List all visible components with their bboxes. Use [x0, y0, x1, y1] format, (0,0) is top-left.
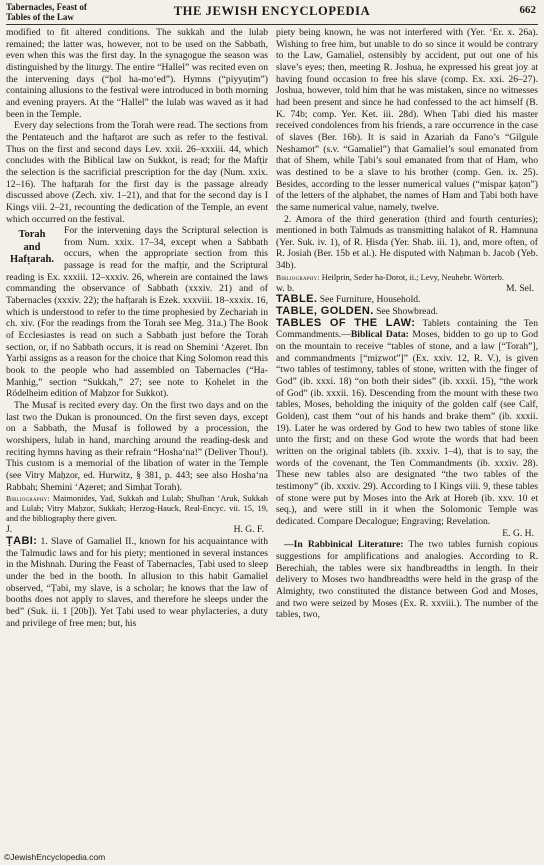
entry-text: See Furniture, Household.: [319, 294, 421, 306]
bibliography-text: Maimonides, Yad, Sukkah and Lulab; Shulḥan ‘Aruk, Sukkah and Lulab; Vitry Maḥzor, Sukkah; Herzog-Hauck, Real-Encyc. vii. 15, 19, and the bibliography there given.: [6, 494, 268, 524]
bibliography-label: Bibliography:: [276, 272, 320, 282]
signature-right: E. G. H.: [502, 527, 534, 539]
running-title: THE JEWISH ENCYCLOPEDIA: [173, 4, 371, 18]
entry-text: 1. Slave of Gamaliel II., known for his acquaintance with the Talmudic laws and for his piety; mentioned in several instances in the Mishnah. During the Feast of Tabernacles, Ṭabi used to sleep under the bed in the booth. In allusion to this habit Gamaliel observed, “Ṭabi, my slave, is a scholar; he knows that the law of booths does not apply to slaves, and therefore he sleeps under the bed” (Suk. ii. 1 [20b]). Yet Ṭabi used to wear phylacteries, a duty and privilege of free men; but, his: [6, 535, 268, 629]
page-number: 662: [519, 4, 536, 16]
side-heading: [6, 229, 58, 267]
running-head-line: Tables of the Law: [6, 12, 74, 22]
paragraph: [276, 539, 538, 621]
side-heading-line: Hafṭarah.: [9, 254, 55, 266]
paragraph: 2. Amora of the third generation (third and fourth centuries); mentioned in both Talmuds as transmitting halakot of R. Hamnuna (Yer. Suk. iv. 1), of R. Ḥisda (Yer. Shab. iii. 1), and, more often, of R. Josiah (Ber. 15b et al.). He disputed with Naḥman b. Jacob (Yeb. 34b).: [276, 213, 538, 272]
bibliography: [276, 273, 538, 283]
paragraph: piety being known, he was not interfered with (Yer. ‘Er. x. 26a). Wishing to free him, but unable to do so since it would be contrary to the Law, Gamaliel, ostensibly by accident, put out one of his slave’s eyes; then, meeting R. Joshua, he expressed his great joy at having found occasion to free his slave (comp. Ex. xxi. 26–27). Joshua, however, told him that he was mistaken, since no witnesses had been present and since he had confessed to the act himself (B. K. 74b; comp. Yer. Ket. iii. 28d). When Ṭabi died his master received condolences from his friends, a rare occurrence in the case of slaves (Ber. 16b). It is said in Azariah da Fano’s “Gilgule Neshamot” (s.v. “Gamaliel”) that Gamaliel’s soul emanated from that of Shem, while Ṭabi’s soul emanated from that of Ham, who was destined to be a slave to his brother (comp. Gen. ix. 25). Besides, according to the lesser numerical values (“mispar ḳaṭon”) of the letters of the alphabet, the names of Ham and Ṭabi both have the same numerical value, namely, twelve.: [276, 27, 538, 213]
bibliography-text: Heilprin, Seder ha-Dorot, ii.; Levy, Neuhebr. Wörterb.: [321, 272, 504, 282]
paragraph: For the intervening days the Scriptural selection is from Num. xxix. 17–34, except when a Sabbath occurs, when the appropriate section from this passage is read for the mafṭir, and the Scriptural reading is Ex. xxxiii. 12–xxxiv. 26, wherein are contained the laws commanding the observance of Sabbath (xxxiv. 21) and of Tabernacles (xxxiv. 22); the hafṭarah is Ezek. xxxviii. 18–xxxix. 16, which is understood to refer to the time prophesied by Zechariah in ch. xiv. (For the readings from the Torah see Meg. 31a.) The Book of Ecclesiastes is read on such a Sabbath just before the Torah section, or, if no Sabbath occurs, it is read on Shemini ‘Aẓeret. Ibn Yarḥi assigns as a reason for the choice that King Solomon read this book to the people who had assembled on Tabernacles (“Ha-Manhig,” section “Sukkah,” 27; see note to Ḳohelet in the Rödelheim edition of Maḥzor for Sukkot).: [6, 225, 268, 400]
bibliography-label: Bibliography:: [6, 494, 50, 504]
copyright-footer: ©JewishEncyclopedia.com: [4, 852, 106, 862]
signature-left: J.: [6, 524, 13, 536]
paragraph-text: The two tables furnish copious suggestions for amplifications and analogies. According to R. Berechiah, the tables were six handbreadths in length. In their delivery to Moses two handbreadths were held in the grasp of the Almighty, two constituted the distance between God and Moses, and two were seized by Moses (Ex. R. xxviii.). The number of the tables, two,: [276, 539, 538, 621]
signature-right: M. Sel.: [506, 282, 534, 294]
left-column: [6, 27, 268, 855]
entry-tabi: [6, 536, 268, 629]
running-head-line: Tabernacles, Feast of: [6, 2, 87, 12]
side-heading-line: and: [23, 241, 41, 253]
subheading: —In Rabbinical Literature:: [284, 539, 404, 551]
entry-text: See Showbread.: [376, 306, 438, 318]
signature-right: H. G. F.: [233, 524, 264, 536]
author-signature: [6, 524, 268, 536]
entry-heading: ṬABI:: [6, 534, 38, 547]
page-header: [6, 2, 538, 25]
signature-left: w. b.: [276, 282, 295, 294]
side-heading-line: Torah: [18, 229, 46, 241]
entry-text: Moses, bidden to go up to God on the mountain to receive “tables of stone, and a law [“Torah”], and commandments [“miẓwot”]” (Ex. xxiv. 12, R. V.), is given “two tables of testimony, tables of stone, written with the finger of God” (ib. xxxi. 18) “on both their sides” (ib. xxxii. 15), “the work of God” (ib. xxxii. 16). Descending from the mount with these two tables, Moses, beholding the iniquity of the golden calf (see Calf, Golden), cast them “out of his hands and brake them” (ib. xxxii. 19). Later he was ordered by God to hew two tables of stone like unto the first; and on these God wrote the words that had been written on the original tablets (ib. xxxiv. 1–4), that is to say, the words of the covenant, the Ten Commandments (ib. xxxiv. 28). These new tables also are designated “the two tables of the testimony” (ib. xxxiv. 29). According to I Kings viii. 9, these tables of stone were put by Moses into the Ark at Horeb (ib. xxv. 10 et seq.), and were still in it when the Solomonic Temple was dedicated. Compare Decalogue; Engraving; Revelation.: [276, 329, 538, 527]
entry-heading: TABLE.: [276, 293, 318, 306]
paragraph: modified to fit altered conditions. The sukkah and the lulab remained; the latter was, however, not to be used on the Sabbath, even when this was the first day. In the synagogue the season was distinguished by the liturgy. The entire “Hallel” was recited even on the intervening days (“ḥol ha-mo‘ed”). Hymns (“piyyuṭim”) containing allusions to the festival were introduced in both morning and evening prayers. At the “Hallel” the lulab was waved as it had been in the Temple.: [6, 27, 268, 120]
author-signature: [276, 528, 538, 540]
right-column: [276, 27, 538, 855]
entry-heading: TABLES OF THE LAW:: [276, 316, 416, 329]
bibliography: [6, 494, 268, 524]
paragraph: Every day selections from the Torah were read. The sections from the Pentateuch and the hafṭarot are such as refer to the festival. Thus on the first and second days Lev. xxii. 26–xxxiii. 44, which concludes with the Biblical law on Sukkot, is read; for the Mafṭir the selection is the sacrificial prescription for the day (Num. xxix. 12–16). The hafṭarah for the first day is the passage already discussed above (Zech. xiv. 1–21), and that for the second day is I Kings viii. 2–21, recounting the dedication of the Temple, an event which occurred on the festival.: [6, 120, 268, 225]
subheading: Biblical Data:: [350, 329, 409, 341]
entry-text: Tablets containing the Ten Commandments.—: [276, 317, 538, 341]
entry-heading: TABLE, GOLDEN.: [276, 305, 374, 318]
paragraph: The Musaf is recited every day. On the first two days and on the last two the Dukan is pronounced. On the first seven days, except on a Sabbath, the Musaf is followed by a procession, the worshipers, lulab in hand, marching around the reading-desk and reciting hymns having as their refrain “Hosha‘na!” (Deliver Thou!). This custom is a memorial of the libation of water in the Temple (see Vitry Maḥzor, ed. Hurwitz, § 381, p. 443; see also Hosha‘na Rabbah; Shemini ‘Aẓeret; and Simḥat Torah).: [6, 400, 268, 493]
entry-tables-of-the-law: [276, 318, 538, 528]
